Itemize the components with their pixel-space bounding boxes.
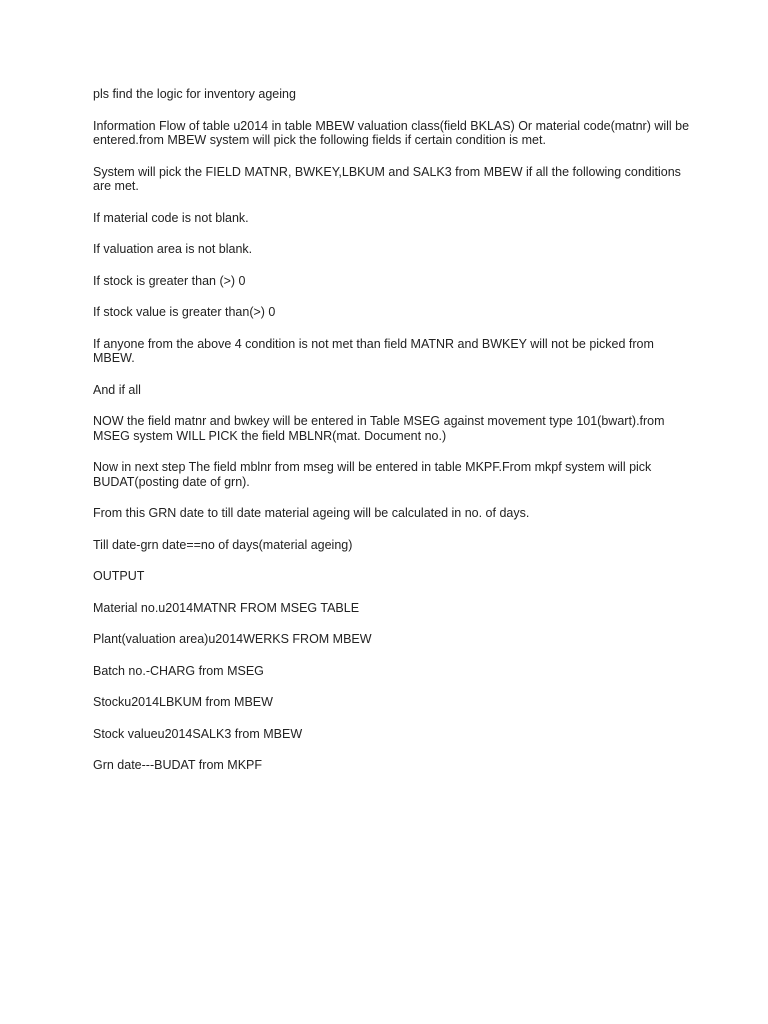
paragraph-output-batch-no: Batch no.-CHARG from MSEG [93,663,264,678]
paragraph-condition-stock-value: If stock value is greater than(>) 0 [93,305,276,319]
paragraph-output-stock-value: Stock valueu2014SALK3 from MBEW [93,726,303,741]
paragraph-and-if-all: And if all [93,382,141,397]
paragraph-mkpf-step: Now in next step The field mblnr from mseg will be entered in table MKPF.From mkpf system will pick BUDAT(posting date of grn). [93,460,652,489]
paragraph-output-plant: Plant(valuation area)u2014WERKS FROM MBEW [93,632,372,646]
paragraph-output-stock: Stocku2014LBKUM from MBEW [93,695,273,709]
paragraph-condition-valuation-area: If valuation area is not blank. [93,242,253,256]
paragraph-condition-material-code: If material code is not blank. [93,210,249,225]
paragraph-condition-stock: If stock is greater than (>) 0 [93,273,246,288]
document-body [93,87,693,790]
paragraph-system-pick-fields: System will pick the FIELD MATNR, BWKEY,LBKUM and SALK3 from MBEW if all the following conditions are met. [93,164,681,193]
paragraph-ageing-formula: Till date-grn date==no of days(material ageing) [93,537,353,552]
paragraph-ageing-calculation: From this GRN date to till date material ageing will be calculated in no. of days. [93,506,530,520]
paragraph-output-grn-date: Grn date---BUDAT from MKPF [93,758,263,772]
paragraph-output-material-no: Material no.u2014MATNR FROM MSEG TABLE [93,600,360,615]
paragraph-mseg-step: NOW the field matnr and bwkey will be entered in Table MSEG against movement type 101(bwart).from MSEG system WILL PICK the field MBLNR(mat. Document no.) [93,414,665,443]
paragraph-intro: pls find the logic for inventory ageing [93,87,296,101]
paragraph-output-heading: OUTPUT [93,569,145,583]
paragraph-condition-not-met: If anyone from the above 4 condition is not met than field MATNR and BWKEY will not be picked from MBEW. [93,336,654,365]
paragraph-information-flow: Information Flow of table u2014 in table MBEW valuation class(field BKLAS) Or material code(matnr) will be entered.from MBEW system will pick the following fields if certain condition is met. [93,118,690,147]
